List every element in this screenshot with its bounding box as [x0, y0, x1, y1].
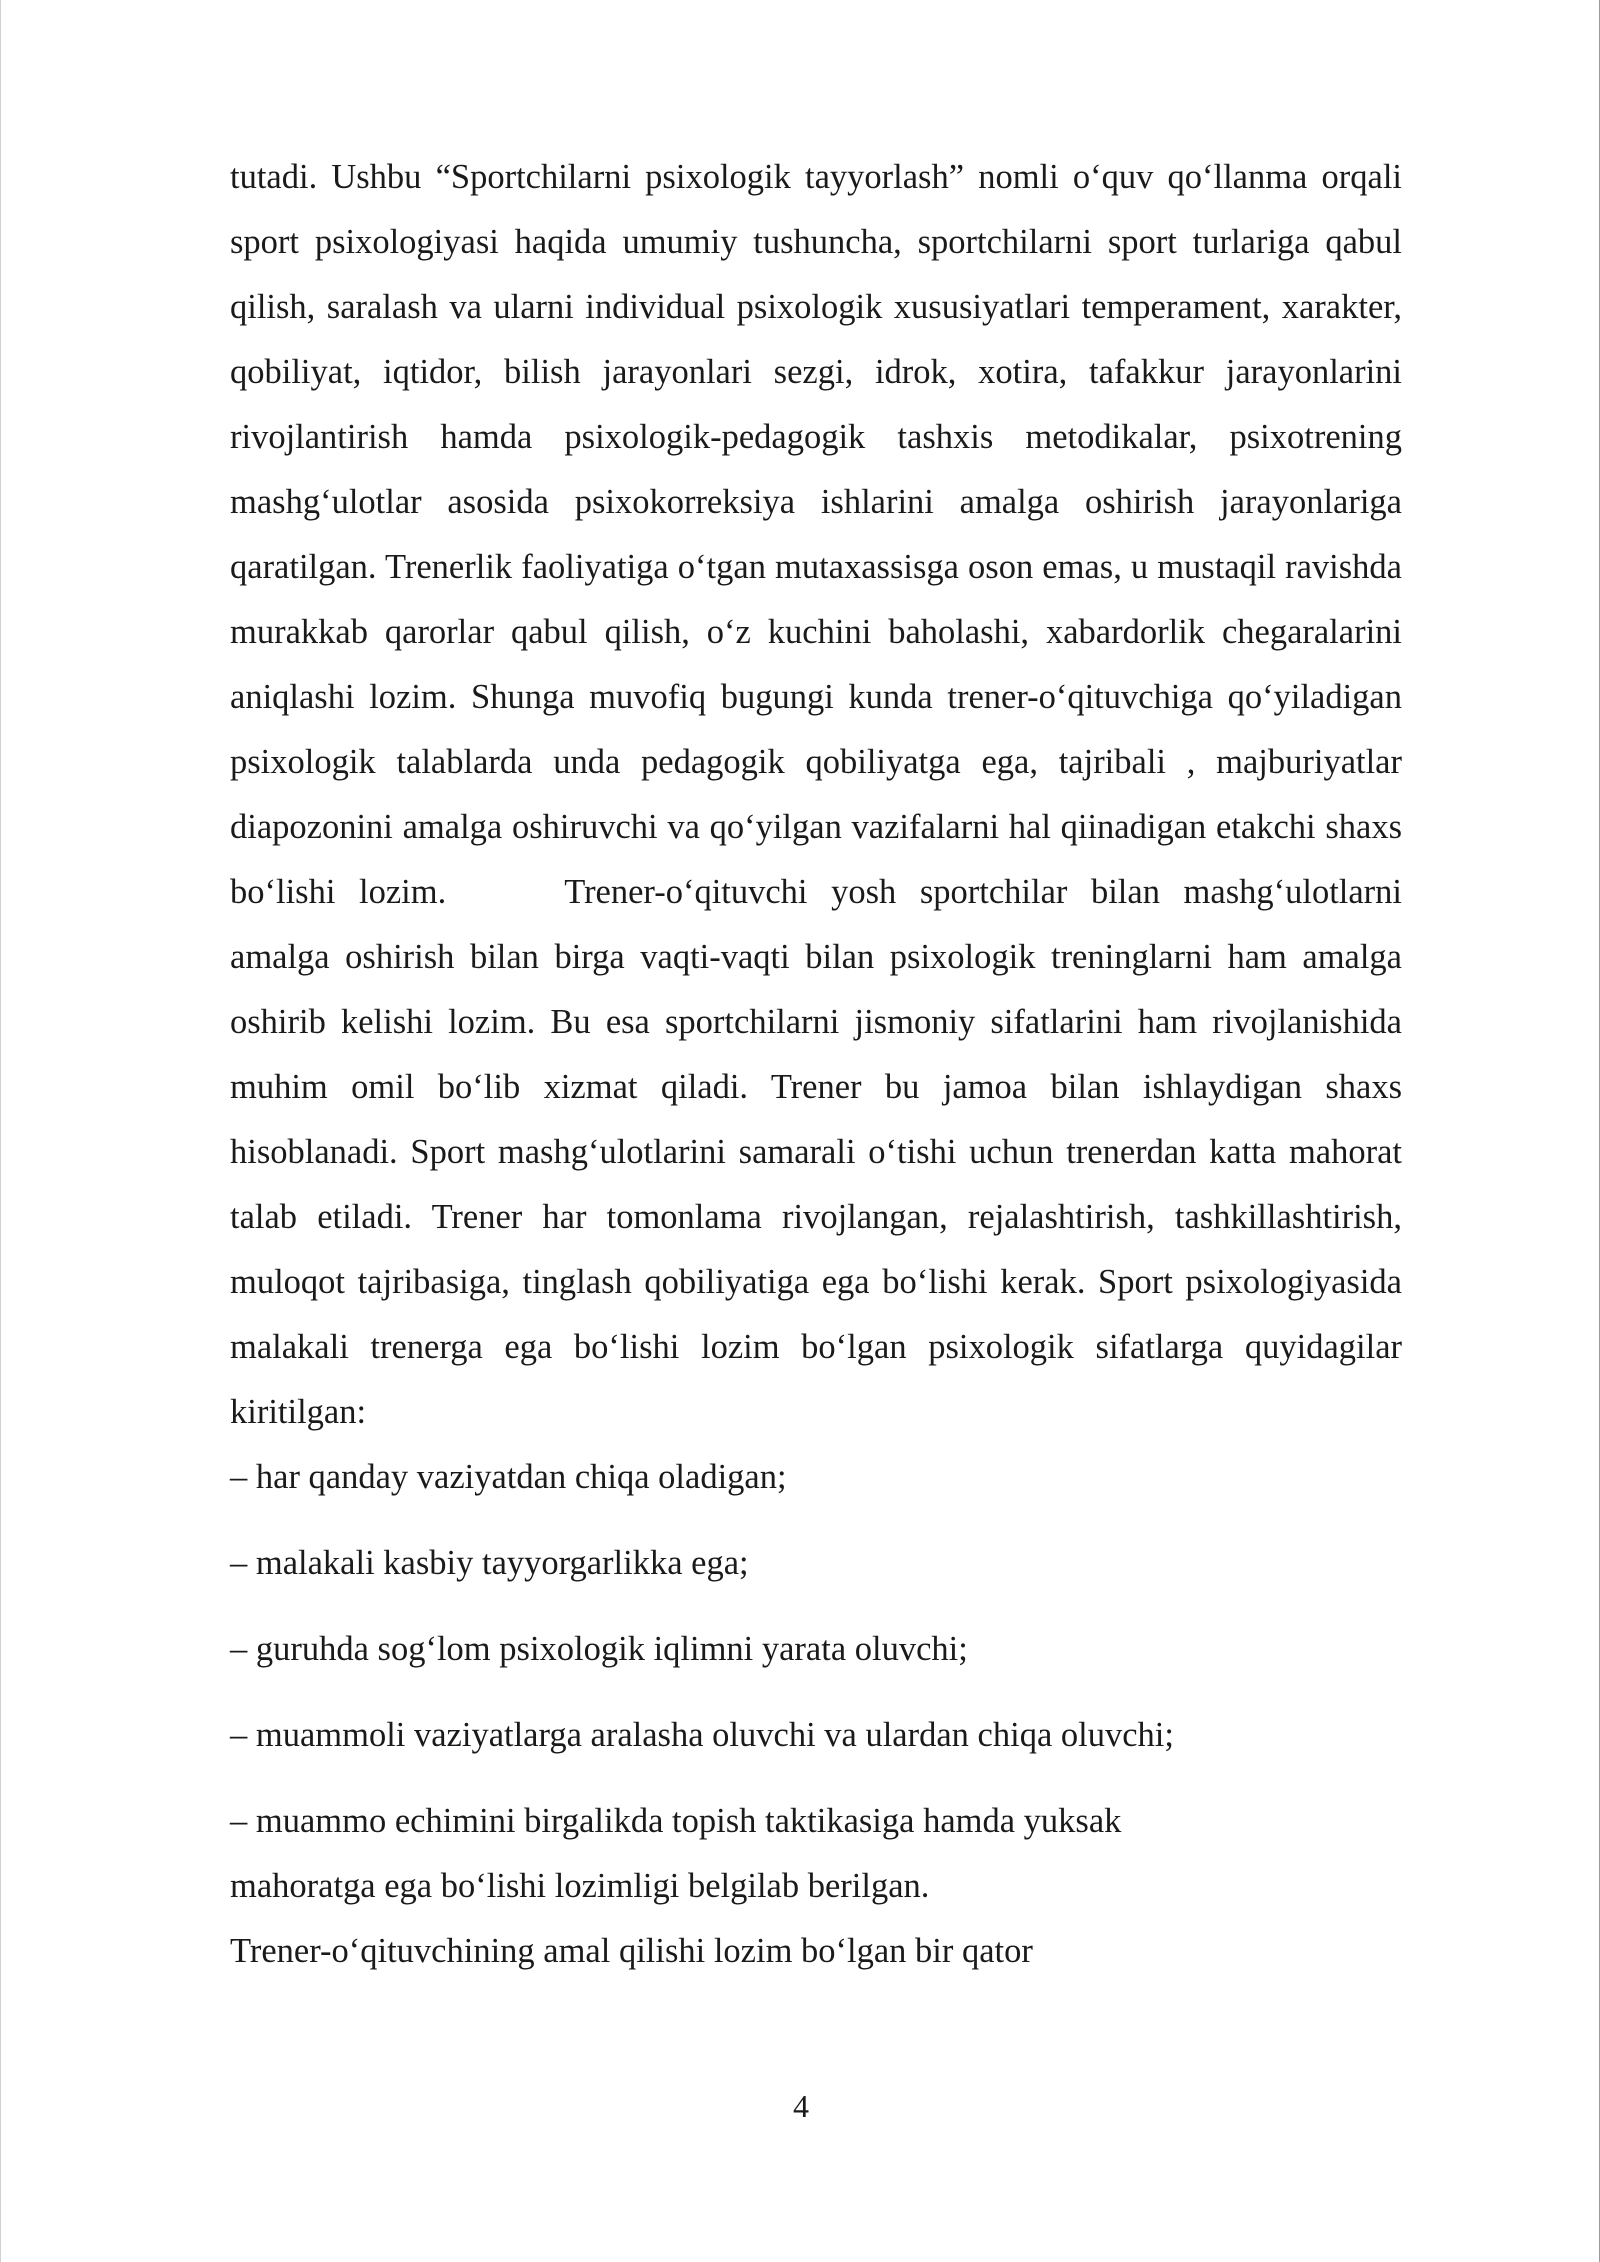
final-line: Trener-o‘qituvchining amal qilishi lozim bo‘lgan bir qator	[230, 1932, 1033, 1970]
list-item: – muammoli vaziyatlarga aralasha oluvchi va ulardan chiqa oluvchi;	[230, 1716, 1174, 1754]
paragraph-text: tutadi. Ushbu “Sportchilarni psixologik tayyorlash” nomli o‘quv qo‘llanma orqali sport psixologiyasi haqida umumiy tushuncha, sportchilarni sport turlariga qabul qilish, saralash va ularni individual psixologik xususiyatlari temperament, xarakter, qobiliyat, iqtidor, bilish jarayonlari sezgi, idrok, xotira, tafakkur jarayonlarini rivojlantirish hamda psixologik-pedagogik tashxis metodikalar, psixotrening mashg‘ulotlar asosida psixokorreksiya ishlarini amalga oshirish jarayonlariga qaratilgan. Trenerlik faoliyatiga o‘tgan mutaxassisga oson emas, u mustaqil ravishda murakkab qarorlar qabul qilish, o‘z kuchini baholashi, xabardorlik chegaralarini aniqlashi lozim. Shunga muvofiq bugungi kunda trener-o‘qituvchiga qo‘yiladigan psixologik talablarda unda pedagogik qobiliyatga ega, tajribali , majburiyatlar diapozonini amalga oshiruvchi va qo‘yilgan vazifalarni hal qiinadigan etakchi shaxs bo‘lishi lozim.	[230, 158, 1402, 911]
qualities-list	[230, 1445, 1402, 1854]
main-paragraph	[230, 145, 1402, 1445]
list-item: – muammo echimini birgalikda topish taktikasiga hamda yuksak	[230, 1802, 1122, 1840]
list-item: – har qanday vaziyatdan chiqa oladigan;	[230, 1458, 787, 1496]
body-text	[230, 145, 1402, 1984]
paragraph-continued-text: Trener-o‘qituvchi yosh sportchilar bilan mashg‘ulotlarni amalga oshirish bilan birga vaqti-vaqti bilan psixologik treninglarni ham amalga oshirib kelishi lozim. Bu esa sportchilarni jismoniy sifatlarini ham rivojlanishida muhim omil bo‘lib xizmat qiladi. Trener bu jamoa bilan ishlaydigan shaxs hisoblanadi. Sport mashg‘ulotlarini samarali o‘tishi uchun trenerdan katta mahorat talab etiladi. Trener har tomonlama rivojlangan, rejalashtirish, tashkillashtirish, muloqot tajribasiga, tinglash qobiliyatiga ega bo‘lishi kerak. Sport psixologiyasida malakali trenerga ega bo‘lishi lozim bo‘lgan psixologik sifatlarga quyidagilar kiritilgan:	[230, 873, 1402, 1431]
list-item: – malakali kasbiy tayyorgarlikka ega;	[230, 1544, 749, 1582]
line-after-list: mahoratga ega bo‘lishi lozimligi belgilab berilgan.	[230, 1867, 930, 1905]
page-number: 4	[793, 2088, 809, 2124]
list-item: – guruhda sog‘lom psixologik iqlimni yarata oluvchi;	[230, 1630, 968, 1668]
